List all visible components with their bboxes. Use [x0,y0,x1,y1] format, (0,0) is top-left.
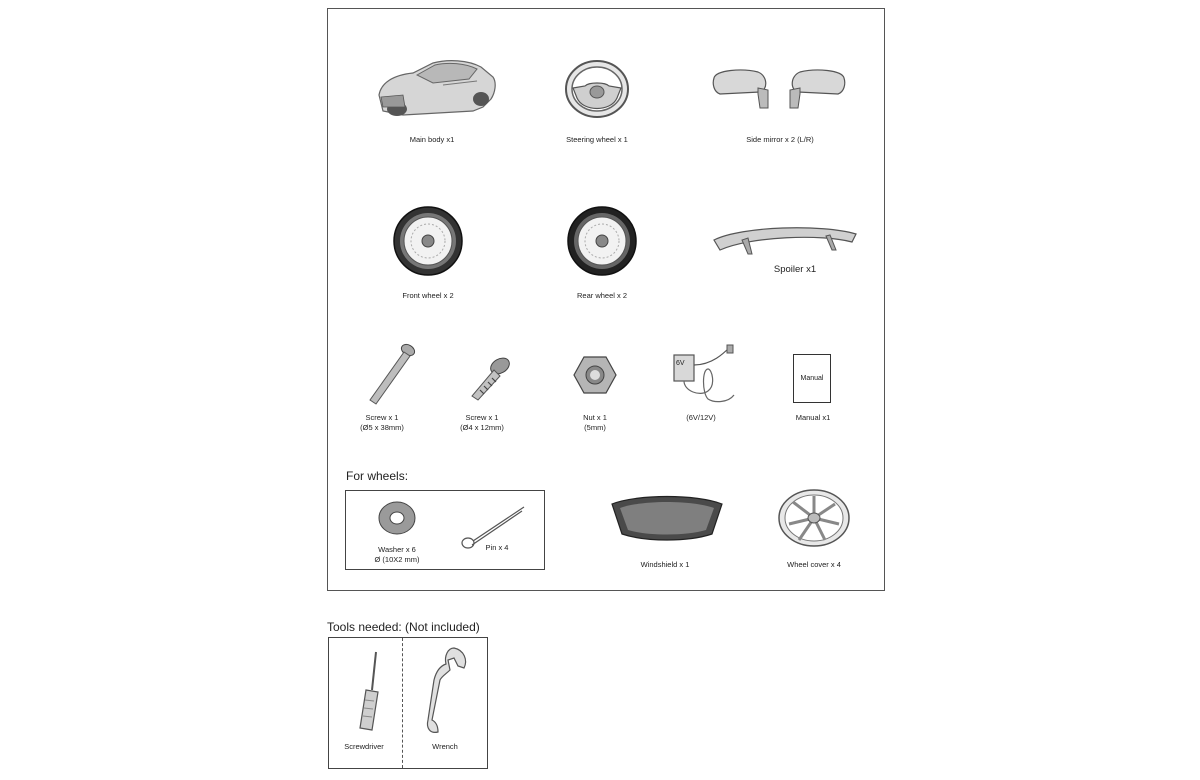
screw-short-label-1: Screw x 1 [465,413,499,422]
pin-label: Pin x 4 [485,543,509,552]
tools-title: Tools needed: (Not included) [327,620,480,634]
washer-label-1: Washer x 6 [378,545,416,554]
wrench-label: Wrench [432,742,458,751]
manual-label: Manual x1 [795,413,831,422]
wheel-cover-label: Wheel cover x 4 [787,560,841,569]
spoiler-label: Spoiler x1 [773,264,817,275]
screw-long-label-1: Screw x 1 [365,413,399,422]
steering-wheel-label: Steering wheel x 1 [566,135,628,144]
washer-label-2: Ø (10X2 mm) [374,555,420,564]
main-body-label: Main body x1 [409,135,455,144]
rear-wheel-label: Rear wheel x 2 [576,291,628,300]
screw-short-label-2: (Ø4 x 12mm) [460,423,504,432]
charger-label: (6V/12V) [686,413,716,422]
nut-label-2: (5mm) [584,423,606,432]
screwdriver-label: Screwdriver [344,742,384,751]
screw-long-label-2: (Ø5 x 38mm) [360,423,404,432]
tools-divider [402,638,403,768]
windshield-label: Windshield x 1 [640,560,690,569]
side-mirror-label: Side mirror x 2 (L/R) [746,135,814,144]
for-wheels-title: For wheels: [346,469,409,483]
nut-label-1: Nut x 1 [583,413,607,422]
front-wheel-label: Front wheel x 2 [402,291,454,300]
manual-icon [793,354,831,403]
charger-plug-text: 6V [676,360,685,367]
manual-cover-text: Manual [800,375,824,382]
